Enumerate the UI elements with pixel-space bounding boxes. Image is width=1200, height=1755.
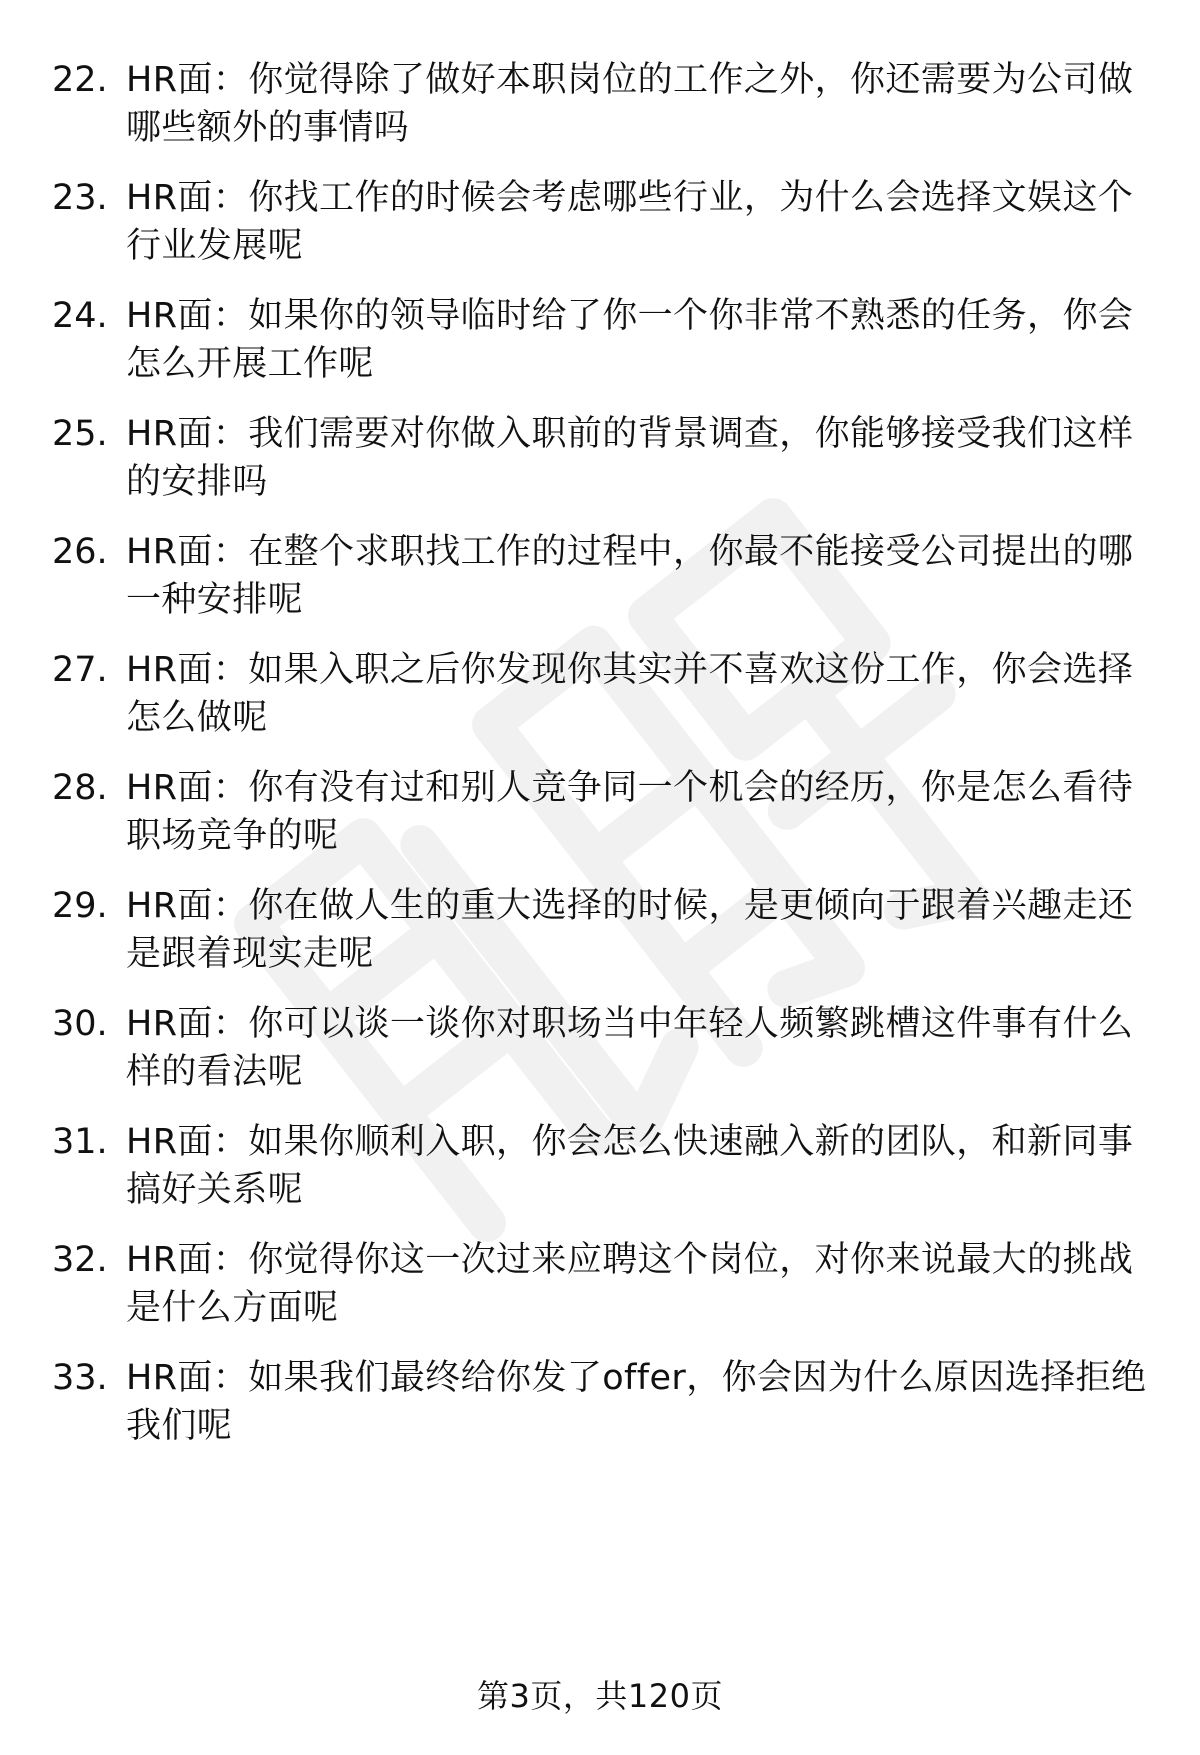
question-text: HR面：在整个求职找工作的过程中，你最不能接受公司提出的哪一种安排呢 (126, 532, 1134, 620)
question-text: HR面：如果你的领导临时给了你一个你非常不熟悉的任务，你会怎么开展工作呢 (126, 296, 1134, 384)
list-item (52, 1000, 1162, 1100)
question-number: 23. (52, 178, 108, 218)
question-number: 28. (52, 768, 108, 808)
question-number: 33. (52, 1358, 108, 1398)
question-number: 27. (52, 650, 108, 690)
page-number: 第3页，共120页 (477, 1677, 723, 1715)
list-item (52, 646, 1162, 746)
list-item (52, 410, 1162, 510)
question-text: HR面：我们需要对你做入职前的背景调查，你能够接受我们这样的安排吗 (126, 414, 1134, 502)
list-item (52, 1354, 1162, 1454)
question-text: HR面：你觉得除了做好本职岗位的工作之外，你还需要为公司做哪些额外的事情吗 (126, 60, 1134, 148)
list-item (52, 56, 1162, 156)
list-item (52, 174, 1162, 274)
list-item (52, 1236, 1162, 1336)
question-number: 30. (52, 1004, 108, 1044)
question-text: HR面：如果我们最终给你发了offer，你会因为什么原因选择拒绝我们呢 (126, 1358, 1147, 1446)
question-text: HR面：你可以谈一谈你对职场当中年轻人频繁跳槽这件事有什么样的看法呢 (126, 1004, 1134, 1092)
question-text: HR面：如果你顺利入职，你会怎么快速融入新的团队，和新同事搞好关系呢 (126, 1122, 1134, 1210)
question-text: HR面：你找工作的时候会考虑哪些行业，为什么会选择文娱这个行业发展呢 (126, 178, 1134, 266)
question-number: 32. (52, 1240, 108, 1280)
question-number: 26. (52, 532, 108, 572)
question-number: 29. (52, 886, 108, 926)
question-number: 24. (52, 296, 108, 336)
list-item (52, 292, 1162, 392)
question-text: HR面：你在做人生的重大选择的时候，是更倾向于跟着兴趣走还是跟着现实走呢 (126, 886, 1134, 974)
list-item (52, 528, 1162, 628)
question-number: 31. (52, 1122, 108, 1162)
question-number: 22. (52, 60, 108, 100)
list-item (52, 882, 1162, 982)
list-item (52, 764, 1162, 864)
question-text: HR面：如果入职之后你发现你其实并不喜欢这份工作，你会选择怎么做呢 (126, 650, 1134, 738)
question-number: 25. (52, 414, 108, 454)
question-text: HR面：你有没有过和别人竞争同一个机会的经历，你是怎么看待职场竞争的呢 (126, 768, 1134, 856)
question-text: HR面：你觉得你这一次过来应聘这个岗位，对你来说最大的挑战是什么方面呢 (126, 1240, 1134, 1328)
list-item (52, 1118, 1162, 1218)
